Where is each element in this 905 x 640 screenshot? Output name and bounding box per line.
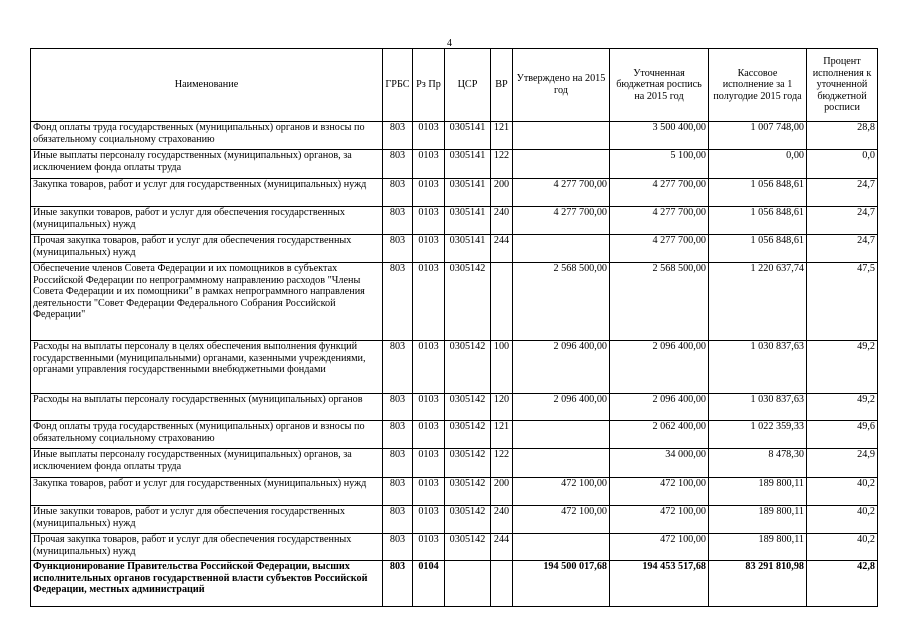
cell-percent: 47,5 xyxy=(807,263,878,341)
table-row xyxy=(31,478,878,506)
cell-percent: 42,8 xyxy=(807,561,878,607)
table-row xyxy=(31,421,878,449)
cell-cash: 1 056 848,61 xyxy=(709,207,807,235)
cell-refined: 2 568 500,00 xyxy=(610,263,709,341)
cell-refined: 472 100,00 xyxy=(610,506,709,534)
cell-name: Фонд оплаты труда государственных (муниципальных) органов и взносы по обязательному социальному страхованию xyxy=(31,122,383,150)
cell-vr: 244 xyxy=(491,235,513,263)
cell-rzpr: 0103 xyxy=(413,534,445,561)
table-row xyxy=(31,179,878,207)
cell-grbs: 803 xyxy=(383,506,413,534)
cell-cash: 189 800,11 xyxy=(709,478,807,506)
cell-percent: 24,7 xyxy=(807,235,878,263)
cell-refined: 472 100,00 xyxy=(610,534,709,561)
cell-percent: 24,7 xyxy=(807,179,878,207)
cell-percent: 49,2 xyxy=(807,394,878,421)
cell-refined: 4 277 700,00 xyxy=(610,207,709,235)
cell-refined: 34 000,00 xyxy=(610,449,709,478)
cell-name: Иные выплаты персоналу государственных (муниципальных) органов, за исключением фонда оплаты труда xyxy=(31,150,383,179)
cell-name: Закупка товаров, работ и услуг для государственных (муниципальных) нужд xyxy=(31,478,383,506)
cell-grbs: 803 xyxy=(383,394,413,421)
cell-approved: 2 096 400,00 xyxy=(513,394,610,421)
cell-approved: 4 277 700,00 xyxy=(513,179,610,207)
cell-approved xyxy=(513,534,610,561)
cell-csr: 0305141 xyxy=(445,150,491,179)
header-refined: Уточненная бюджетная роспись на 2015 год xyxy=(610,49,709,122)
cell-grbs: 803 xyxy=(383,421,413,449)
cell-cash: 189 800,11 xyxy=(709,534,807,561)
cell-approved: 2 568 500,00 xyxy=(513,263,610,341)
cell-percent: 40,2 xyxy=(807,534,878,561)
cell-name: Иные выплаты персоналу государственных (муниципальных) органов, за исключением фонда оплаты труда xyxy=(31,449,383,478)
cell-cash: 189 800,11 xyxy=(709,506,807,534)
cell-rzpr: 0103 xyxy=(413,341,445,394)
cell-cash: 0,00 xyxy=(709,150,807,179)
cell-refined: 2 062 400,00 xyxy=(610,421,709,449)
cell-percent: 49,2 xyxy=(807,341,878,394)
cell-vr: 200 xyxy=(491,478,513,506)
cell-refined: 2 096 400,00 xyxy=(610,394,709,421)
cell-refined: 5 100,00 xyxy=(610,150,709,179)
cell-refined: 194 453 517,68 xyxy=(610,561,709,607)
cell-grbs: 803 xyxy=(383,179,413,207)
cell-csr: 0305141 xyxy=(445,179,491,207)
cell-rzpr: 0103 xyxy=(413,506,445,534)
cell-name: Обеспечение членов Совета Федерации и их помощников в субъектах Российской Федерации по непрограммному направлению расходов "Члены Совета Федерации и их помощники" в рамках непрограммного направления деятельности "Совет Федерации Федерального Собрания Российской Федерации" xyxy=(31,263,383,341)
cell-vr: 121 xyxy=(491,122,513,150)
cell-grbs: 803 xyxy=(383,561,413,607)
cell-vr xyxy=(491,263,513,341)
cell-approved: 472 100,00 xyxy=(513,478,610,506)
cell-csr: 0305142 xyxy=(445,534,491,561)
cell-refined: 4 277 700,00 xyxy=(610,179,709,207)
header-approved: Утверждено на 2015 год xyxy=(513,49,610,122)
cell-rzpr: 0103 xyxy=(413,263,445,341)
cell-vr: 122 xyxy=(491,150,513,179)
cell-approved: 2 096 400,00 xyxy=(513,341,610,394)
cell-rzpr: 0103 xyxy=(413,179,445,207)
table-body xyxy=(31,122,878,607)
cell-refined: 4 277 700,00 xyxy=(610,235,709,263)
cell-approved: 194 500 017,68 xyxy=(513,561,610,607)
cell-approved: 4 277 700,00 xyxy=(513,207,610,235)
cell-name: Прочая закупка товаров, работ и услуг для обеспечения государственных (муниципальных) нужд xyxy=(31,534,383,561)
cell-name: Прочая закупка товаров, работ и услуг для обеспечения государственных (муниципальных) нужд xyxy=(31,235,383,263)
cell-csr: 0305142 xyxy=(445,394,491,421)
cell-vr: 121 xyxy=(491,421,513,449)
cell-cash: 1 007 748,00 xyxy=(709,122,807,150)
cell-rzpr: 0103 xyxy=(413,122,445,150)
cell-grbs: 803 xyxy=(383,341,413,394)
cell-cash: 1 030 837,63 xyxy=(709,394,807,421)
header-percent: Процент исполнения к уточненной бюджетной росписи xyxy=(807,49,878,122)
cell-vr: 240 xyxy=(491,506,513,534)
cell-grbs: 803 xyxy=(383,478,413,506)
cell-rzpr: 0103 xyxy=(413,150,445,179)
cell-approved xyxy=(513,421,610,449)
table-row xyxy=(31,207,878,235)
cell-rzpr: 0103 xyxy=(413,207,445,235)
header-grbs: ГРБС xyxy=(383,49,413,122)
cell-cash: 8 478,30 xyxy=(709,449,807,478)
cell-percent: 28,8 xyxy=(807,122,878,150)
cell-rzpr: 0104 xyxy=(413,561,445,607)
cell-vr: 122 xyxy=(491,449,513,478)
table-row xyxy=(31,561,878,607)
cell-grbs: 803 xyxy=(383,534,413,561)
cell-name: Расходы на выплаты персоналу в целях обеспечения выполнения функций государственными (муниципальными) органами, казенными учреждениями, органами управления государственными внебюджетными фондами xyxy=(31,341,383,394)
cell-approved xyxy=(513,449,610,478)
page-number: 4 xyxy=(447,38,452,49)
cell-vr: 244 xyxy=(491,534,513,561)
table-row xyxy=(31,394,878,421)
header-rzpr: Рз Пр xyxy=(413,49,445,122)
cell-vr: 200 xyxy=(491,179,513,207)
header-cash: Кассовое исполнение за 1 полугодие 2015 года xyxy=(709,49,807,122)
cell-cash: 1 056 848,61 xyxy=(709,179,807,207)
cell-percent: 49,6 xyxy=(807,421,878,449)
cell-approved: 472 100,00 xyxy=(513,506,610,534)
cell-csr: 0305142 xyxy=(445,341,491,394)
cell-csr: 0305141 xyxy=(445,235,491,263)
cell-grbs: 803 xyxy=(383,122,413,150)
cell-csr: 0305142 xyxy=(445,263,491,341)
cell-percent: 24,7 xyxy=(807,207,878,235)
cell-csr: 0305142 xyxy=(445,421,491,449)
cell-csr: 0305141 xyxy=(445,207,491,235)
cell-grbs: 803 xyxy=(383,207,413,235)
cell-vr: 240 xyxy=(491,207,513,235)
cell-approved xyxy=(513,122,610,150)
header-vr: ВР xyxy=(491,49,513,122)
cell-name: Иные закупки товаров, работ и услуг для обеспечения государственных (муниципальных) нужд xyxy=(31,207,383,235)
cell-grbs: 803 xyxy=(383,150,413,179)
cell-name: Функционирование Правительства Российской Федерации, высших исполнительных органов государственной власти субъектов Российской Федерации, местных администраций xyxy=(31,561,383,607)
cell-cash: 1 022 359,33 xyxy=(709,421,807,449)
cell-percent: 40,2 xyxy=(807,478,878,506)
cell-name: Закупка товаров, работ и услуг для государственных (муниципальных) нужд xyxy=(31,179,383,207)
table-row xyxy=(31,263,878,341)
table-row xyxy=(31,449,878,478)
cell-csr: 0305142 xyxy=(445,506,491,534)
cell-cash: 1 056 848,61 xyxy=(709,235,807,263)
cell-rzpr: 0103 xyxy=(413,394,445,421)
header-name: Наименование xyxy=(31,49,383,122)
cell-csr: 0305142 xyxy=(445,478,491,506)
budget-execution-table xyxy=(30,48,878,607)
cell-approved xyxy=(513,235,610,263)
cell-percent: 0,0 xyxy=(807,150,878,179)
cell-cash: 1 220 637,74 xyxy=(709,263,807,341)
cell-refined: 472 100,00 xyxy=(610,478,709,506)
cell-csr xyxy=(445,561,491,607)
table-header-row xyxy=(31,49,878,122)
cell-vr xyxy=(491,561,513,607)
cell-grbs: 803 xyxy=(383,263,413,341)
table-row xyxy=(31,534,878,561)
header-csr: ЦСР xyxy=(445,49,491,122)
cell-grbs: 803 xyxy=(383,449,413,478)
cell-rzpr: 0103 xyxy=(413,421,445,449)
cell-refined: 2 096 400,00 xyxy=(610,341,709,394)
cell-rzpr: 0103 xyxy=(413,449,445,478)
cell-refined: 3 500 400,00 xyxy=(610,122,709,150)
table-row xyxy=(31,122,878,150)
cell-rzpr: 0103 xyxy=(413,235,445,263)
cell-csr: 0305142 xyxy=(445,449,491,478)
table-row xyxy=(31,341,878,394)
table-row xyxy=(31,150,878,179)
cell-name: Расходы на выплаты персоналу государственных (муниципальных) органов xyxy=(31,394,383,421)
cell-vr: 120 xyxy=(491,394,513,421)
table-row xyxy=(31,506,878,534)
cell-name: Иные закупки товаров, работ и услуг для обеспечения государственных (муниципальных) нужд xyxy=(31,506,383,534)
cell-percent: 24,9 xyxy=(807,449,878,478)
cell-vr: 100 xyxy=(491,341,513,394)
table-row xyxy=(31,235,878,263)
cell-cash: 1 030 837,63 xyxy=(709,341,807,394)
cell-grbs: 803 xyxy=(383,235,413,263)
cell-percent: 40,2 xyxy=(807,506,878,534)
cell-name: Фонд оплаты труда государственных (муниципальных) органов и взносы по обязательному социальному страхованию xyxy=(31,421,383,449)
cell-approved xyxy=(513,150,610,179)
cell-rzpr: 0103 xyxy=(413,478,445,506)
cell-cash: 83 291 810,98 xyxy=(709,561,807,607)
cell-csr: 0305141 xyxy=(445,122,491,150)
